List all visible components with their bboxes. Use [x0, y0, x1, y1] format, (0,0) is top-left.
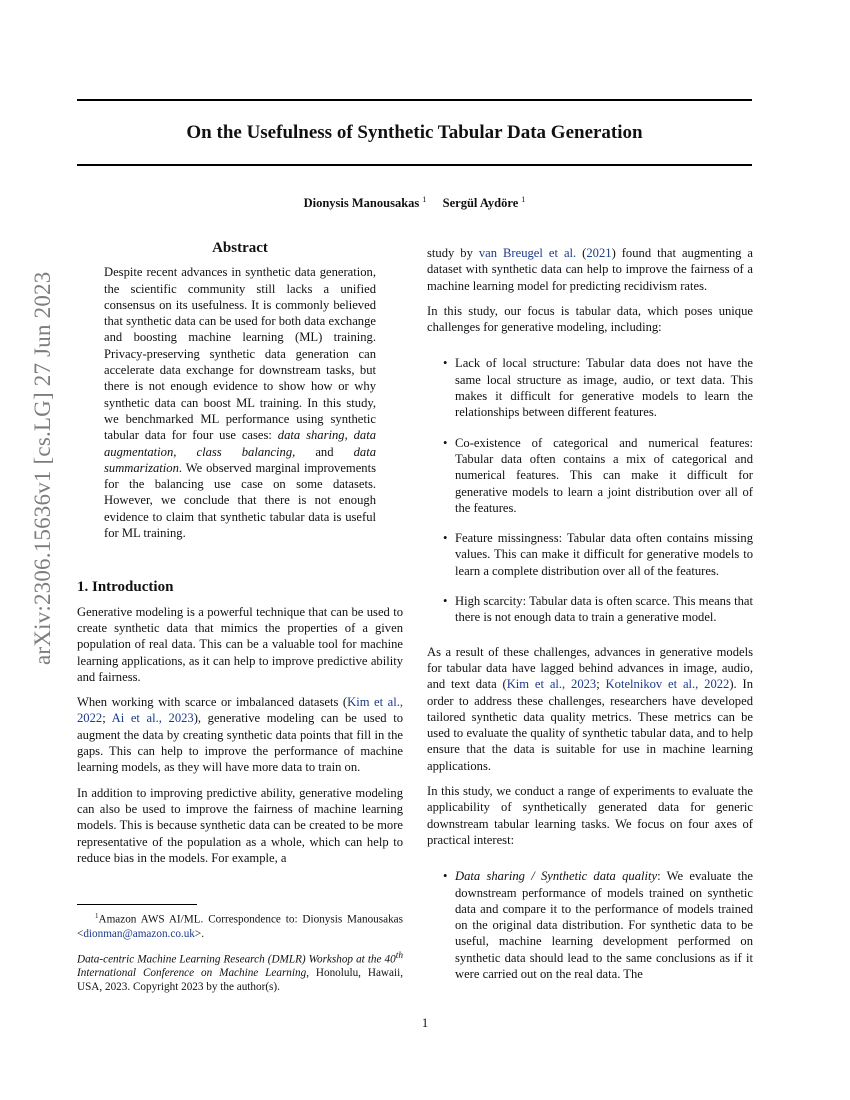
title-rule-bottom	[77, 164, 752, 166]
author-affiliation-mark: 1	[521, 195, 526, 204]
email-link[interactable]: dionman@amazon.co.uk	[83, 927, 195, 940]
list-item: • Data sharing / Synthetic data quality: We evaluate the downstream performance of models trained on synthetic data and compare it to the performance of models trained on the original data distribution. For synthetic data to be useful, machine learning development performed on synthetic data should lead to the same conclusions as if it were carried out on the real data. The	[427, 868, 753, 982]
workshop-note: Data-centric Machine Learning Research (DMLR) Workshop at the 40th International Conference on Machine Learning, Honolulu, Hawaii, USA, 2023. Copyright 2023 by the author(s).	[77, 950, 403, 994]
body-paragraph: study by van Breugel et al. (2021) found that augmenting a dataset with synthetic data can help to improve the fairness of a machine learning model for predicting recidivism rates.	[427, 246, 754, 293]
intro-paragraph: In addition to improving predictive ability, generative modeling can also be used to improve the fairness of machine learning models. This is because synthetic data can be created to be more representative of the population as a whole, which can help to reduce bias in the models. For example, a	[77, 785, 403, 865]
citation-link[interactable]: van Breugel et al.	[478, 246, 577, 260]
body-paragraph: As a result of these challenges, advances in generative models for tabular data have lagged behind advances in image, audio, and text data (Kim et al., 2023; Kotelnikov et al., 2022). In order to address these challenges, researchers have developed tailored synthetic data quality metrics. These metrics can be used to evaluate the quality of synthetic tabular data, and to help ensure that the data is suitable for use in machine learning applications.	[427, 644, 753, 773]
title-rule-top	[77, 99, 752, 101]
author-name: Dionysis Manousakas	[303, 196, 420, 211]
citation-link[interactable]: Kim et al., 2022	[77, 695, 403, 726]
citation-link[interactable]: Ai et al., 2023	[111, 711, 194, 726]
arxiv-side-stamp: arXiv:2306.15636v1 [cs.LG] 27 Jun 2023	[30, 271, 55, 665]
body-paragraph: In this study, we conduct a range of experiments to evaluate the applicability of synthetically generated data for generic downstream tabular learning tasks. We focus on four axes of practical interest:	[427, 784, 753, 847]
list-item: • Co-existence of categorical and numerical features: Tabular data often contains a mix of categorical and numerical features. This can make it difficult for generative models to learn a joint distribution over all of the features.	[427, 435, 753, 516]
footnotes	[77, 904, 403, 994]
intro-paragraph: When working with scarce or imbalanced datasets (Kim et al., 2022; Ai et al., 2023), generative modeling can be used to augment the data by creating synthetic data points that fill in the gaps. This can help to improve the performance of machine learning models, as they will have more data to train on.	[77, 695, 404, 775]
paper-title: On the Usefulness of Synthetic Tabular Data Generation	[186, 122, 643, 143]
abstract-heading: Abstract	[212, 240, 268, 256]
citation-link[interactable]: Kim et al., 2023	[506, 677, 597, 692]
footnote-affiliation: $^1$Amazon AWS AI/ML. Correspondence to: Dionysis Manousakas <dionman@amazon.co.uk>.	[77, 912, 403, 940]
left-column	[77, 240, 403, 875]
abstract-text: Despite recent advances in synthetic data generation, the scientific community still lacks a unified consensus on its usefulness. It is commonly believed that synthetic data can be used for both data exchange and boosting machine learning (ML) training. Privacy-preserving synthetic data generation can accelerate data exchange for downstream tasks, but there is not enough evidence to show how or why synthetic data can boost ML training. In this study, we benchmarked ML performance using synthetic tabular data for four use cases: data sharing, data augmentation, class balancing, and data summarization. We observed marginal improvements for the balancing use case on some datasets. However, we conclude that there is not enough evidence to claim that synthetic tabular data is useful for ML training.	[104, 265, 377, 541]
body-paragraph: In this study, our focus is tabular data, which poses unique challenges for generative modeling, including:	[427, 303, 753, 335]
challenge-list	[427, 355, 753, 625]
list-item: • High scarcity: Tabular data is often scarce. This means that there is not enough data to train a generative model.	[427, 593, 753, 626]
citation-link[interactable]: Kotelnikov et al., 2022	[605, 677, 730, 692]
author-list	[77, 195, 752, 211]
citation-link[interactable]: 2021	[586, 246, 612, 260]
author-affiliation-mark: 1	[422, 195, 427, 204]
list-item: • Feature missingness: Tabular data often contains missing values. This can make it difficult for generative models to learn a complete distribution over all of the features.	[427, 530, 753, 579]
author-name: Sergül Aydöre	[442, 196, 519, 211]
section-heading-introduction: 1. Introduction	[77, 579, 174, 596]
list-item: • Lack of local structure: Tabular data does not have the same local structure as image, audio, or text data. This makes it difficult for generative models to learn the relationships between different features.	[427, 355, 753, 420]
right-column	[427, 245, 753, 1000]
intro-paragraph: Generative modeling is a powerful technique that can be used to create synthetic data that mimics the properties of a given population of real data. This can be a valuable tool for machine learning applications, as it can help to improve predictive ability and fairness.	[77, 604, 403, 684]
axes-list	[427, 868, 753, 982]
page-number: 1	[421, 1016, 429, 1030]
footnote-rule	[77, 904, 197, 905]
